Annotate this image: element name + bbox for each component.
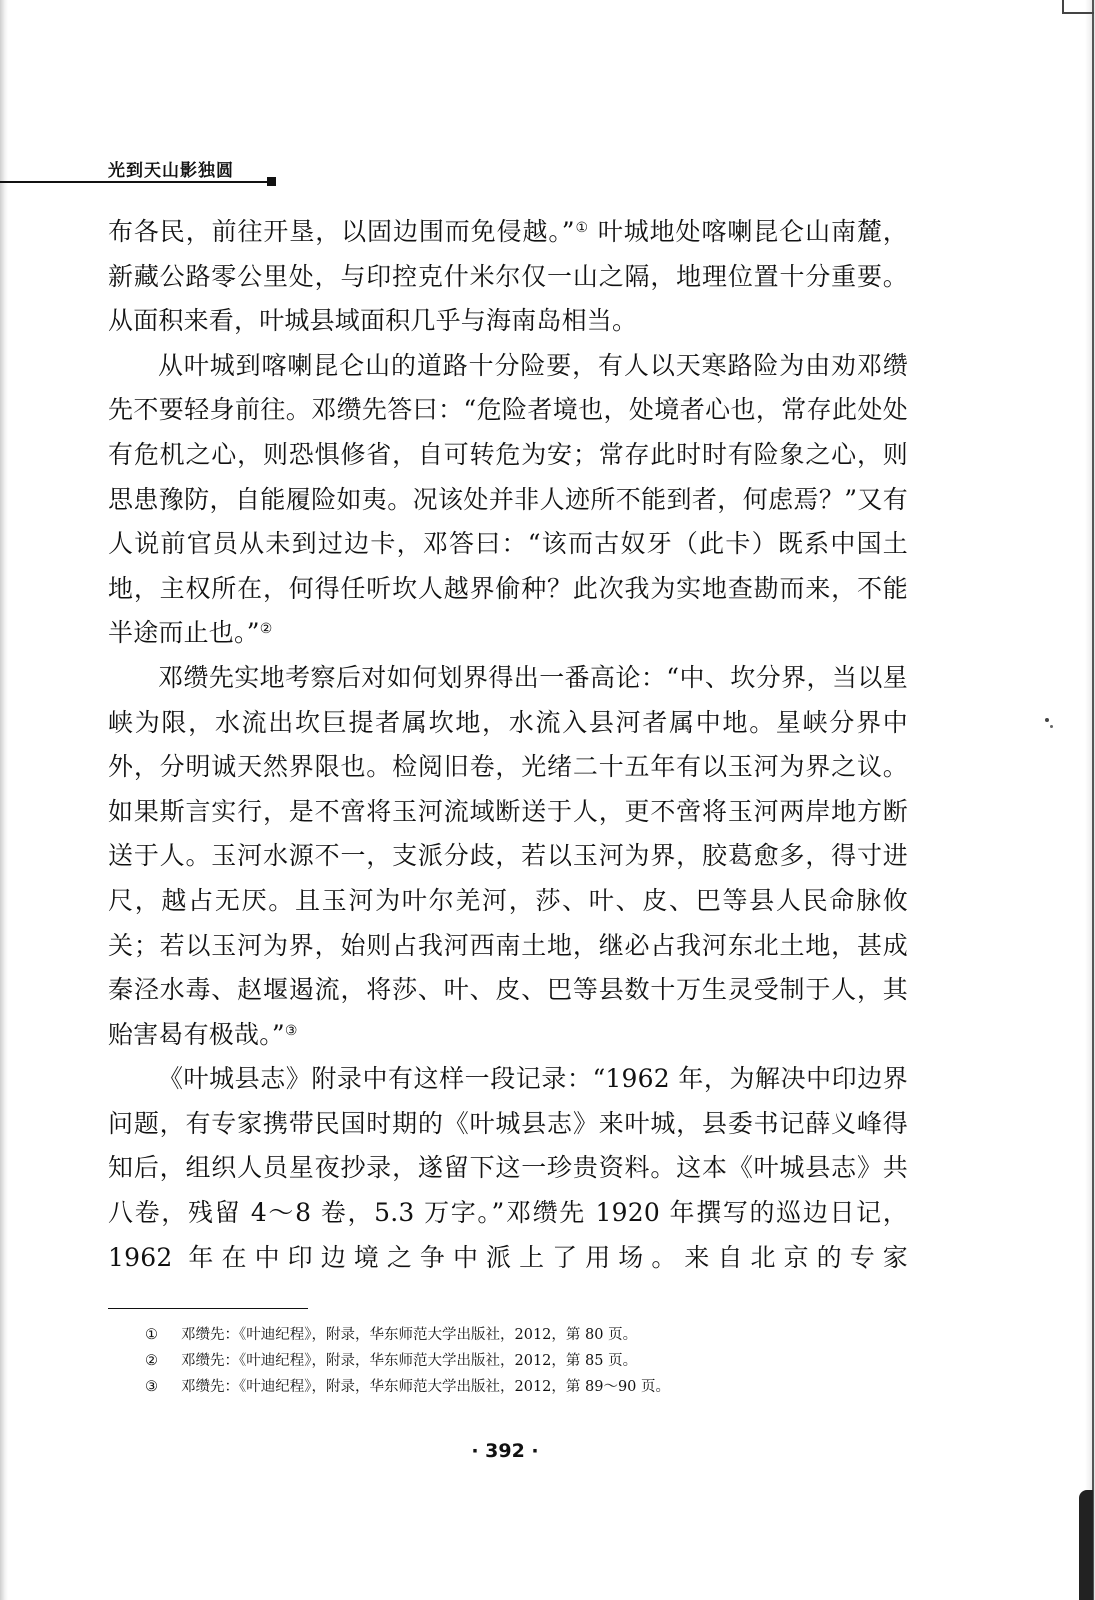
footnote [145,1348,945,1374]
paragraph-2 [108,344,908,656]
scan-binding-blot [1079,1490,1093,1600]
running-header-title: 光到天山影独圆 [108,161,234,181]
paragraph-3 [108,656,908,1057]
footnote-ref-2: ② [259,621,273,638]
footnote [145,1322,945,1348]
scan-edge-line [1092,0,1094,1600]
footnote-ref-1: ① [574,220,589,236]
scan-corner-mark [1062,0,1094,14]
running-header [0,150,290,184]
paragraph-1-tail: 叶城地处喀喇昆仑山南麓，新藏公路零公里处，与印控克什米尔仅一山之隔，地理位置十分重要。从面积来看，叶城县域面积几乎与海南岛相当。 [108,217,908,336]
footnote-mark: ② [145,1353,158,1369]
header-square-marker [267,177,276,186]
paragraph-1 [108,210,908,344]
footnote-text: 邓缵先：《叶迪纪程》，附录，华东师范大学出版社，2012，第 85 页。 [181,1353,638,1369]
body-text [108,210,908,1280]
scan-shadow-left [0,0,8,1600]
paragraph-4-text: 《叶城县志》附录中有这样一段记录：“1962 年，为解决中印边界问题，有专家携带民国时期的《叶城县志》来叶城，县委书记薛义峰得知后，组织人员星夜抄录，遂留下这一珍贵资料。这本《叶城县志》共八卷，残留 4～8 卷，5.3 万字。”邓缵先 1920 年撰写的巡边日记，1962 年在中印边境之争中派上了用场。来自北京的专家 [108,1064,908,1272]
paragraph-1-text: 布各民，前往开垦，以固边围而免侵越。” [108,217,575,246]
footnotes [145,1322,945,1400]
paragraph-3-text: 邓缵先实地考察后对如何划界得出一番高论：“中、坎分界，当以星峡为限，水流出坎巨提者属坎地，水流入县河者属中地。星峡分界中外，分明诚天然界限也。检阅旧卷，光绪二十五年有以玉河为界之议。如果斯言实行，是不啻将玉河流域断送于人，更不啻将玉河两岸地方断送于人。玉河水源不一，支派分歧，若以玉河为界，胶葛愈多，得寸进尺，越占无厌。且玉河为叶尔羌河，莎、叶、皮、巴等县人民命脉攸关；若以玉河为界，始则占我河西南土地，继必占我河东北土地，甚成秦泾水毒、赵堰遏流，将莎、叶、皮、巴等县数十万生灵受制于人，其贻害曷有极哉。” [108,662,908,1049]
scan-speck [1045,718,1049,722]
footnote-text: 邓缵先：《叶迪纪程》，附录，华东师范大学出版社，2012，第 89～90 页。 [181,1379,671,1395]
footnote-text: 邓缵先：《叶迪纪程》，附录，华东师范大学出版社，2012，第 80 页。 [181,1327,638,1343]
paragraph-4 [108,1057,908,1280]
page-number: · 392 · [471,1440,539,1462]
header-rule [0,181,270,183]
footnote-mark: ③ [145,1379,158,1395]
footnote-rule [108,1308,308,1309]
footnote-mark: ① [145,1327,158,1343]
scan-speck [1050,725,1053,728]
footnote-ref-3: ③ [284,1022,298,1039]
paragraph-2-text: 从叶城到喀喇昆仑山的道路十分险要，有人以天寒路险为由劝邓缵先不要轻身前往。邓缵先答曰：“危险者境也，处境者心也，常存此处处有危机之心，则恐惧修省，自可转危为安；常存此时时有险象之心，则思患豫防，自能履险如夷。况该处并非人迹所不能到者，何虑焉？”又有人说前官员从未到过边卡，邓答曰：“该而古奴牙（此卡）既系中国土地，主权所在，何得任听坎人越界偷种？此次我为实地查勘而来，不能半途而止也。” [108,350,908,648]
footnote [145,1374,945,1400]
